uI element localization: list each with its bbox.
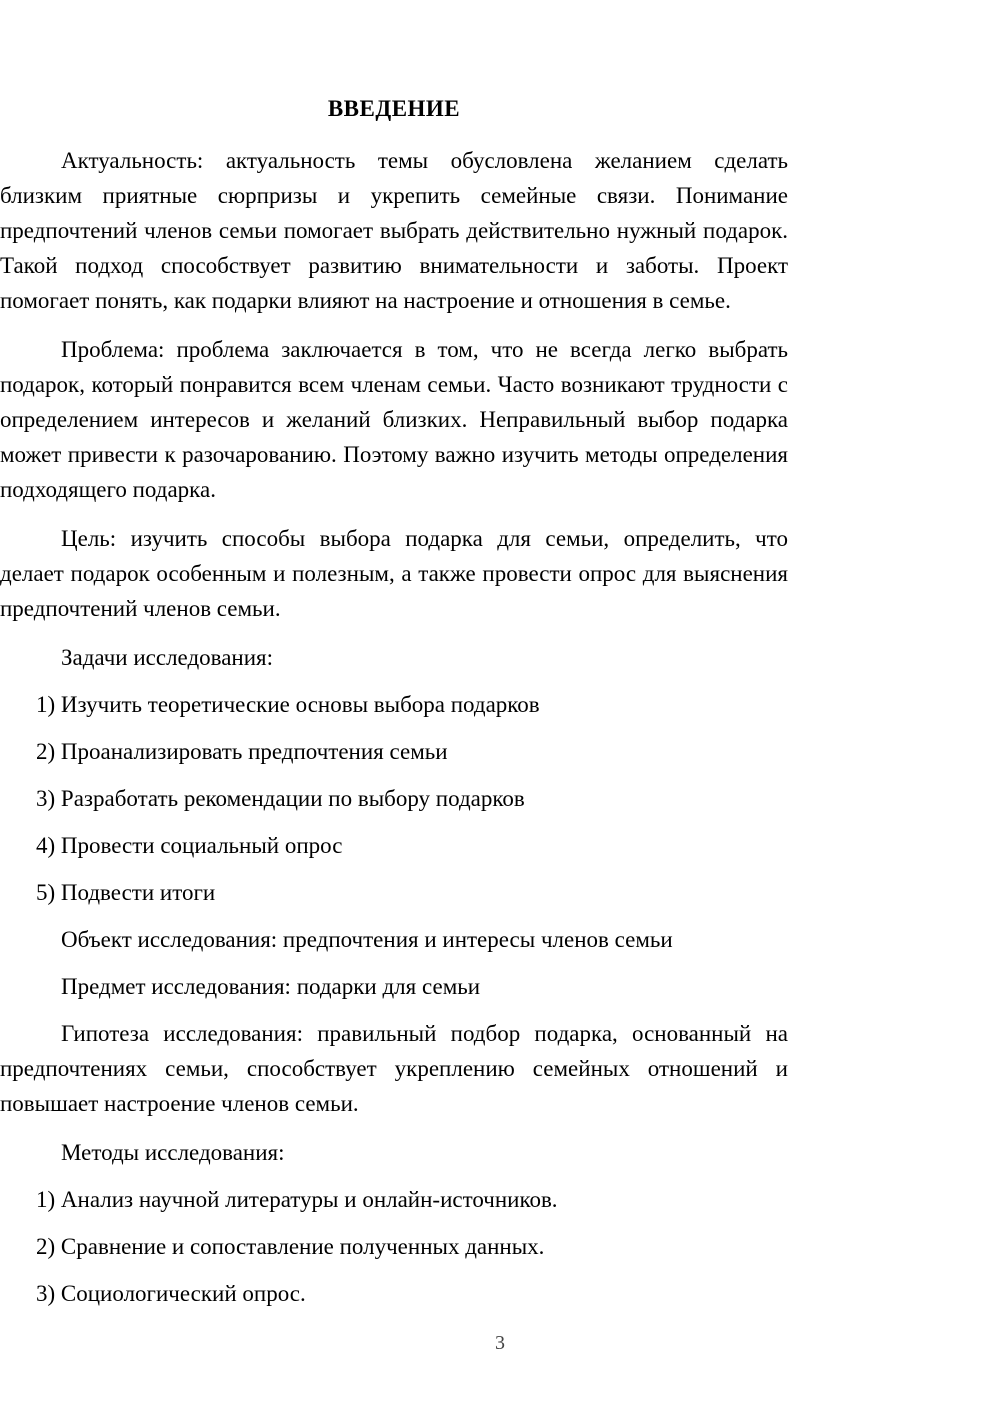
list-item: 1) Анализ научной литературы и онлайн-источников. — [36, 1187, 558, 1212]
spacer — [0, 769, 788, 781]
spacer — [0, 675, 788, 687]
paragraph-hypothesis: Гипотеза исследования: правильный подбор подарка, основанный на предпочтениях семьи, способствует укреплению семейных отношений и повышает настроение членов семьи. — [0, 1021, 788, 1116]
paragraph-goal: Цель: изучить способы выбора подарка для семьи, определить, что делает подарок особенным и полезным, а также провести опрос для выяснения предпочтений членов семьи. — [0, 526, 788, 621]
list-item: 4) Провести социальный опрос — [36, 833, 343, 858]
spacer — [0, 1121, 788, 1135]
page-number: 3 — [495, 1332, 505, 1354]
spacer — [0, 318, 788, 332]
spacer — [0, 1004, 788, 1016]
list-item: 3) Разработать рекомендации по выбору подарков — [36, 786, 525, 811]
spacer — [0, 722, 788, 734]
paragraph-problem: Проблема: проблема заключается в том, что не всегда легко выбрать подарок, который понравится всем членам семьи. Часто возникают трудности с определением интересов и желаний близких. Неправильный выбор подарка может привести к разочарованию. Поэтому важно изучить методы определения подходящего подарка. — [0, 337, 788, 502]
spacer — [0, 1217, 788, 1229]
paragraph-object: Объект исследования: предпочтения и интересы членов семьи — [61, 927, 673, 952]
list-item: 5) Подвести итоги — [36, 880, 216, 905]
paragraph-relevance: Актуальность: актуальность темы обусловлена желанием сделать близким приятные сюрпризы и укрепить семейные связи. Понимание предпочтений членов семьи помогает выбрать действительно нужный подарок. Такой подход способствует развитию внимательности и заботы. Проект помогает понять, как подарки влияют на настроение и отношения в семье. — [0, 148, 788, 313]
tasks-heading: Задачи исследования: — [61, 645, 274, 670]
page-title: ВВЕДЕНИЕ — [327, 96, 461, 121]
spacer — [0, 910, 788, 922]
methods-heading: Методы исследования: — [61, 1140, 285, 1165]
list-item: 2) Сравнение и сопоставление полученных данных. — [36, 1234, 545, 1259]
spacer — [0, 626, 788, 640]
list-item: 2) Проанализировать предпочтения семьи — [36, 739, 448, 764]
spacer — [0, 863, 788, 875]
spacer — [0, 1170, 788, 1182]
spacer — [0, 1264, 788, 1276]
list-item: 1) Изучить теоретические основы выбора подарков — [36, 692, 540, 717]
spacer — [0, 816, 788, 828]
paragraph-subject: Предмет исследования: подарки для семьи — [61, 974, 481, 999]
list-item: 3) Социологический опрос. — [36, 1281, 306, 1306]
spacer — [0, 507, 788, 521]
spacer — [0, 957, 788, 969]
document-body — [0, 143, 788, 1311]
